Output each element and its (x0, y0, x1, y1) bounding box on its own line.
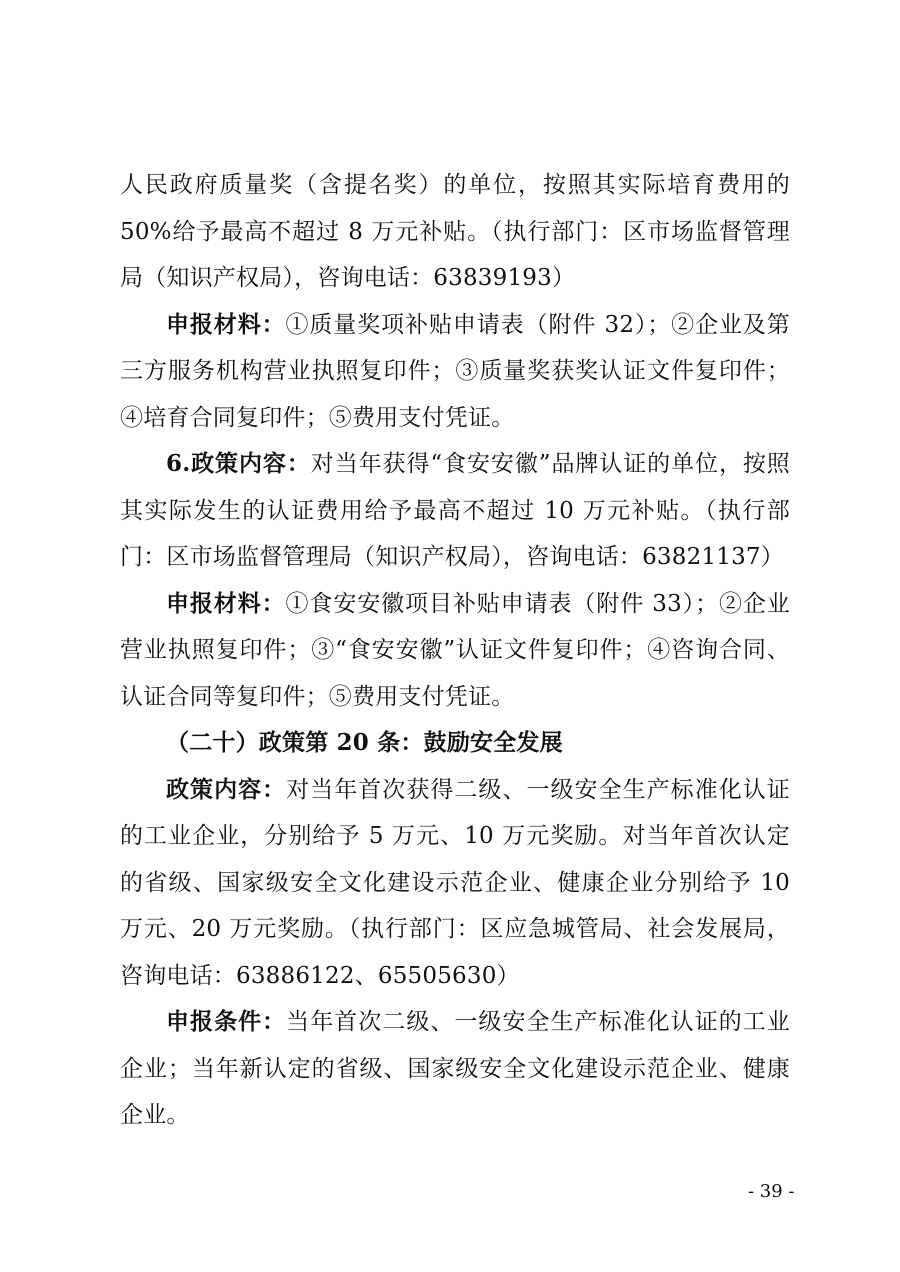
paragraph-text: ①食安安徽项目补贴申请表（附件 33）；②企业营业执照复印件；③“食安安徽”认证文件复印件；④咨询合同、认证合同等复印件；⑤费用支付凭证。 (120, 590, 790, 710)
paragraph-text: 人民政府质量奖（含提名奖）的单位，按照其实际培育费用的50%给予最高不超过 8 万元补贴。（执行部门：区市场监督管理局（知识产权局），咨询电话：63839193） (120, 172, 790, 291)
paragraph-text: ①质量奖项补贴申请表（附件 32）；②企业及第三方服务机构营业执照复印件；③质量奖获奖认证文件复印件；④培育合同复印件；⑤费用支付凭证。 (120, 311, 790, 431)
section-heading-policy-20: （二十）政策第 20 条：鼓励安全发展 (166, 729, 563, 756)
paragraph-food-safety-materials (120, 581, 790, 721)
paragraph-label: 申报材料： (166, 589, 286, 617)
document-body (120, 162, 790, 1139)
paragraph-text: 对当年获得“食安安徽”品牌认证的单位，按照其实际发生的认证费用给予最高不超过 10 万元补贴。（执行部门：区市场监督管理局（知识产权局），咨询电话：63821137） (120, 451, 790, 570)
paragraph-label: 6.政策内容： (166, 450, 311, 477)
paragraph-label: 申报材料： (166, 310, 286, 338)
paragraph-safety-conditions (120, 999, 790, 1139)
paragraph-quality-award-materials (120, 302, 790, 442)
paragraph-quality-award-continued (120, 162, 790, 302)
paragraph-text: 对当年首次获得二级、一级安全生产标准化认证的工业企业，分别给予 5 万元、10 万元奖励。对当年首次认定的省级、国家级安全文化建设示范企业、健康企业分别给予 10 万元、20 万元奖励。（执行部门：区应急城管局、社会发展局，咨询电话：63886122、65505630） (120, 776, 791, 989)
paragraph-label: 政策内容： (166, 775, 287, 803)
paragraph-safety-policy (120, 767, 790, 1000)
page-number: - 39 - (748, 1181, 795, 1202)
paragraph-text: 当年首次二级、一级安全生产标准化认证的工业企业；当年新认定的省级、国家级安全文化建设示范企业、健康企业。 (120, 1009, 791, 1128)
paragraph-label: 申报条件： (166, 1008, 287, 1035)
paragraph-food-safety-policy (120, 441, 790, 581)
